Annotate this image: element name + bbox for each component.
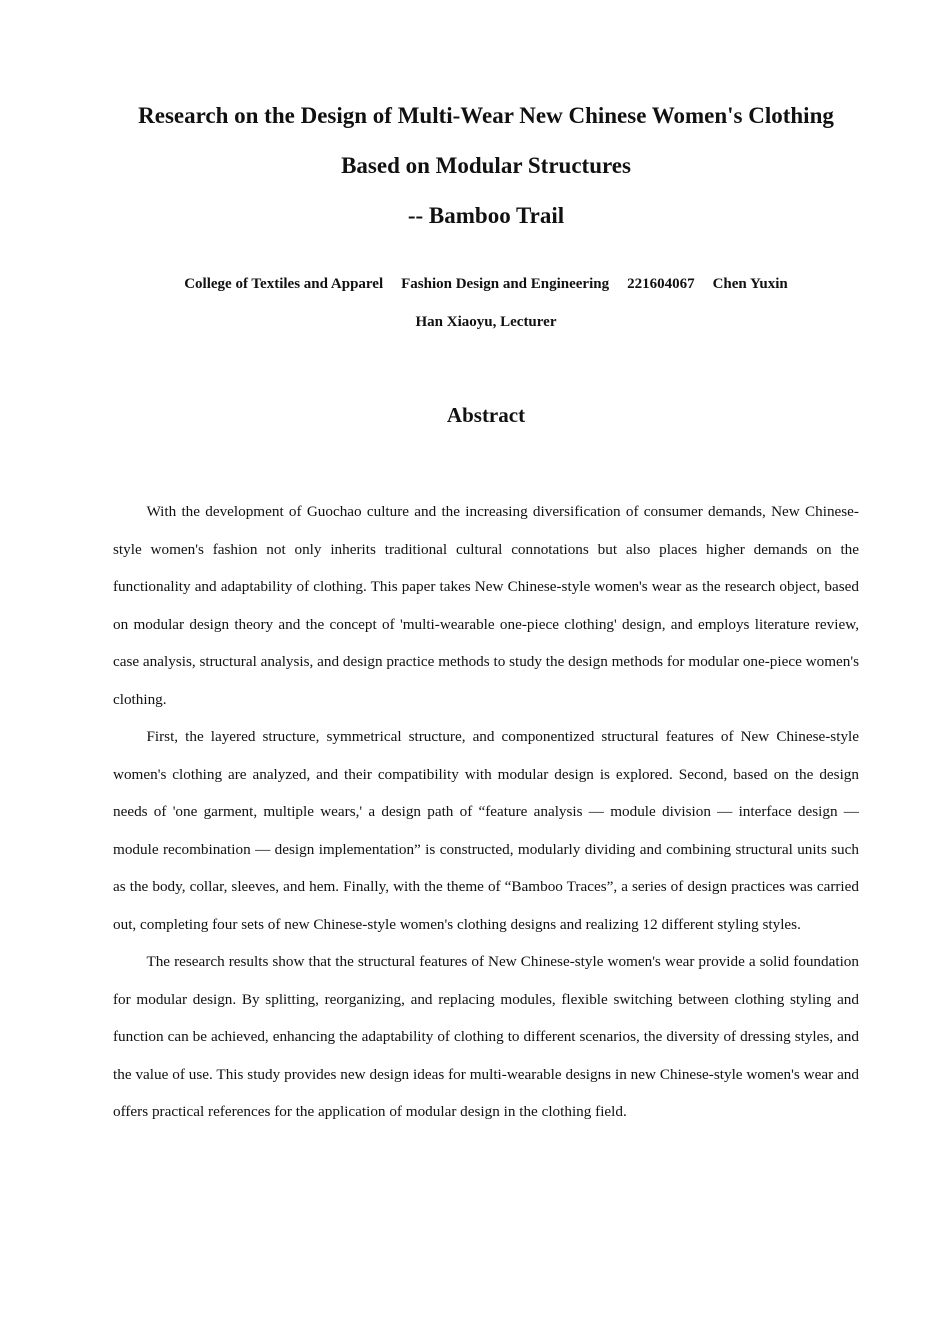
student-name: Chen Yuxin xyxy=(712,276,788,292)
abstract-heading: Abstract xyxy=(446,403,526,427)
student-id: 221604067 xyxy=(627,276,695,292)
paper-title-line-1: Research on the Design of Multi-Wear New Chinese Women's Clothing xyxy=(138,103,834,128)
abstract-paragraph-1: With the development of Guochao culture and the increasing diversification of consumer demands, New Chinese-style women's fashion not only inherits traditional cultural connotations but also places higher demands on the functionality and adaptability of clothing. This paper takes New Chinese-style women's wear as the research object, based on modular design theory and the concept of 'multi-wearable one-piece clothing' design, and employs literature review, case analysis, structural analysis, and design practice methods to study the design methods for modular one-piece women's clothing. xyxy=(113,503,859,708)
abstract-body xyxy=(113,493,859,1131)
paper-title-line-2: Based on Modular Structures xyxy=(341,153,631,178)
major-name: Fashion Design and Engineering xyxy=(401,276,610,292)
supervisor-line: Han Xiaoyu, Lecturer xyxy=(415,314,557,330)
college-name: College of Textiles and Apparel xyxy=(184,276,384,292)
paper-subtitle: -- Bamboo Trail xyxy=(407,203,565,228)
abstract-paragraph-2: First, the layered structure, symmetrical structure, and componentized structural features of New Chinese-style women's clothing are analyzed, and their compatibility with modular design is explored. Second, based on the design needs of 'one garment, multiple wears,' a design path of “feature analysis — module division — interface design — module recombination — design implementation” is constructed, modularly dividing and combining structural units such as the body, collar, sleeves, and hem. Finally, with the theme of “Bamboo Traces”, a series of design practices was carried out, completing four sets of new Chinese-style women's clothing designs and realizing 12 different styling styles. xyxy=(113,728,859,933)
author-info-line xyxy=(0,274,950,294)
abstract-paragraph-3: The research results show that the structural features of New Chinese-style women's wear provide a solid foundation for modular design. By splitting, reorganizing, and replacing modules, flexible switching between clothing styling and function can be achieved, enhancing the adaptability of clothing to different scenarios, the diversity of dressing styles, and the value of use. This study provides new design ideas for multi-wearable designs in new Chinese-style women's wear and offers practical references for the application of modular design in the clothing field. xyxy=(113,953,859,1120)
